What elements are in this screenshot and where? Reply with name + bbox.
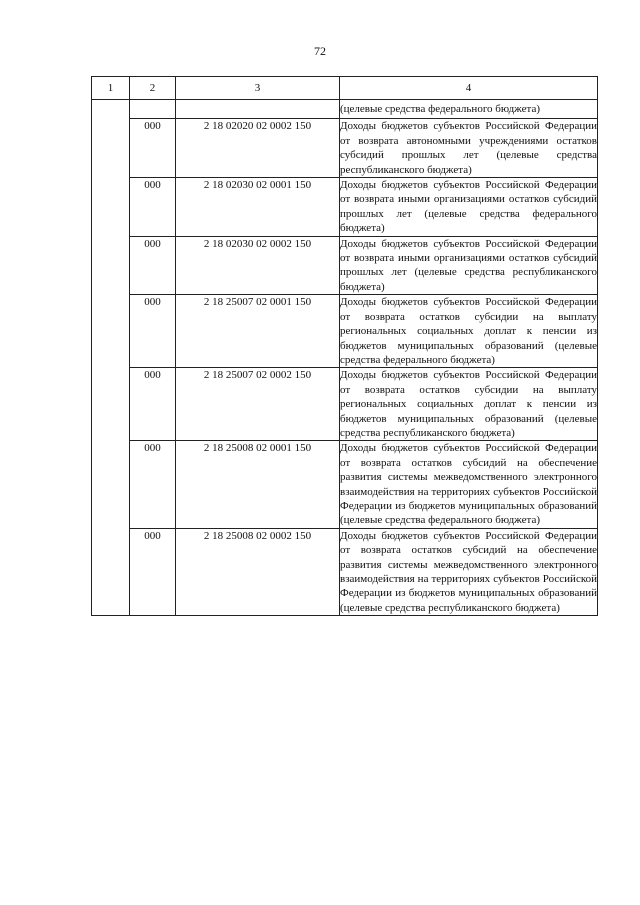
description-cell: Доходы бюджетов субъектов Российской Федерации от возврата остатков субсидий на обеспечение развития системы межведомственного электронного взаимодействия на территориях субъектов Российской Федерации из бюджетов муниципальных образований (целевые средства республиканского бюджета) [340,529,597,614]
admin-code-cell: 000 [130,368,176,441]
table-header-row [92,77,598,100]
table-row [92,236,598,295]
admin-code-cell: 000 [130,119,176,178]
table-row [92,368,598,441]
kbk-cell: 2 18 25008 02 0002 150 [176,528,340,615]
kbk-cell: 2 18 25007 02 0002 150 [176,368,340,441]
kbk-cell: 2 18 02030 02 0001 150 [176,178,340,237]
admin-code-cell [130,100,176,119]
kbk-cell: 2 18 02020 02 0002 150 [176,119,340,178]
table-row [92,119,598,178]
kbk-cell: 2 18 25008 02 0001 150 [176,441,340,528]
merged-col-1-cell [92,100,130,616]
admin-code-cell: 000 [130,528,176,615]
table-row [92,441,598,528]
description-cell: Доходы бюджетов субъектов Российской Федерации от возврата остатков субсидий на обеспечение развития системы межведомственного электронного взаимодействия на территориях субъектов Российской Федерации из бюджетов муниципальных образований (целевые средства федерального бюджета) [340,442,597,527]
admin-code-cell: 000 [130,236,176,295]
description-cell: Доходы бюджетов субъектов Российской Федерации от возврата иными организациями остатков субсидий прошлых лет (целевые средства республиканского бюджета) [340,237,597,293]
budget-revenue-table [91,76,598,616]
kbk-cell [176,100,340,119]
admin-code-cell: 000 [130,178,176,237]
description-cell: Доходы бюджетов субъектов Российской Федерации от возврата остатков субсидии на выплату региональных социальных доплат к пенсии из бюджетов муниципальных образований (целевые средства федерального бюджета) [340,296,597,366]
description-cell: (целевые средства федерального бюджета) [340,100,598,119]
table-row [92,295,598,368]
description-cell: Доходы бюджетов субъектов Российской Федерации от возврата остатков субсидии на выплату региональных социальных доплат к пенсии из бюджетов муниципальных образований (целевые средства республиканского бюджета) [340,369,597,439]
table-row [92,528,598,615]
header-col-2: 2 [130,77,176,100]
kbk-cell: 2 18 02030 02 0002 150 [176,236,340,295]
header-col-3: 3 [176,77,340,100]
description-cell: Доходы бюджетов субъектов Российской Федерации от возврата автономными учреждениями остатков субсидий прошлых лет (целевые средства республиканского бюджета) [340,120,597,176]
description-cell: Доходы бюджетов субъектов Российской Федерации от возврата иными организациями остатков субсидий прошлых лет (целевые средства федерального бюджета) [340,179,597,235]
admin-code-cell: 000 [130,295,176,368]
table-row-continuation [92,100,598,119]
admin-code-cell: 000 [130,441,176,528]
page-number: 72 [314,44,326,58]
header-col-1: 1 [92,77,130,100]
kbk-cell: 2 18 25007 02 0001 150 [176,295,340,368]
header-col-4: 4 [340,77,598,100]
table-row [92,178,598,237]
